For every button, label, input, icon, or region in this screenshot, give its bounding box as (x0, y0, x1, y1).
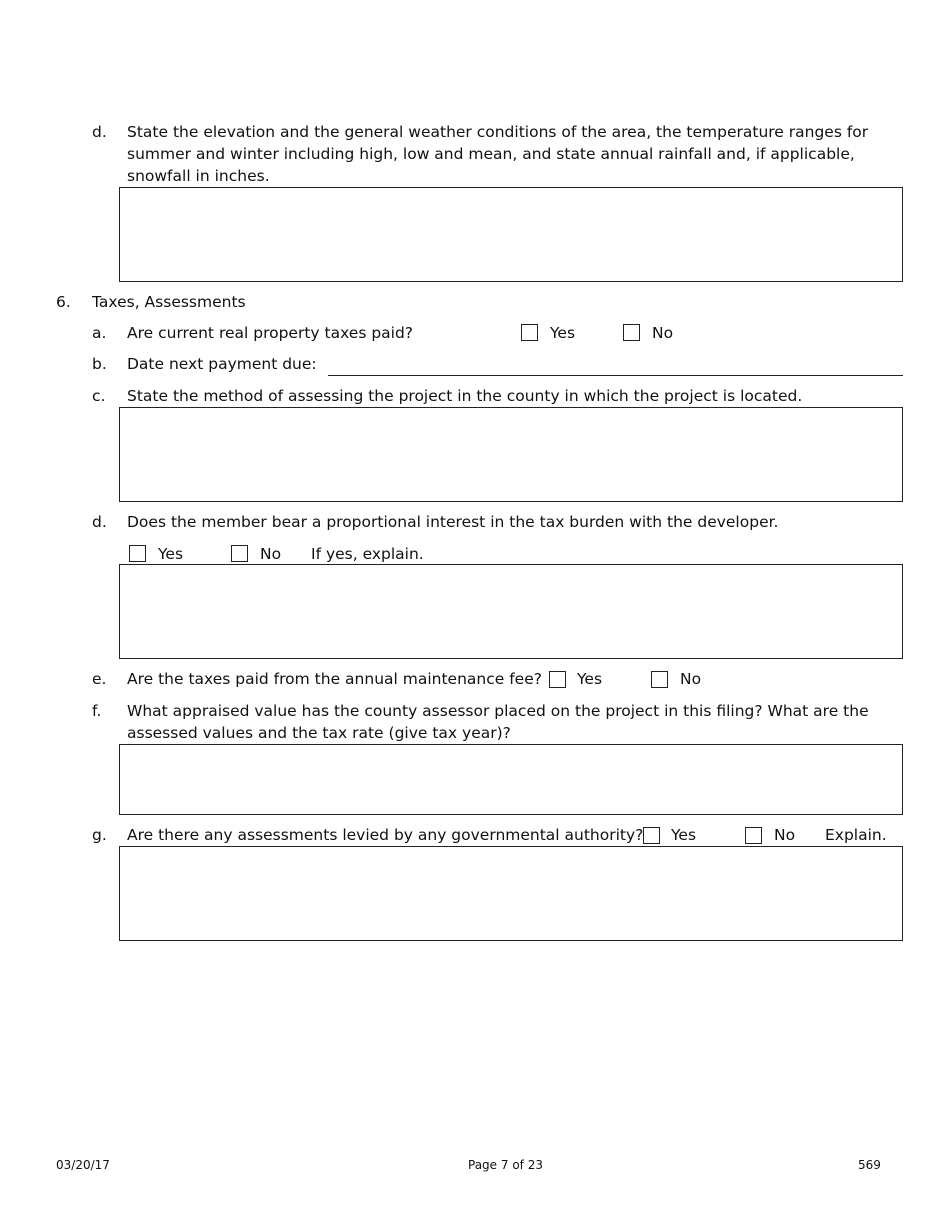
item-6d-yes-checkbox[interactable] (129, 545, 146, 562)
item-6e-yes-label: Yes (577, 670, 603, 688)
item-6c-question: State the method of assessing the project in the county in which the project is located. (127, 387, 803, 405)
item-6g-no-checkbox[interactable] (745, 827, 762, 844)
item-6a-letter: a. (92, 324, 107, 342)
item-6a-question: Are current real property taxes paid? (127, 324, 414, 342)
item-6a-yes-checkbox[interactable] (521, 324, 538, 341)
answer-box-6g[interactable] (119, 846, 903, 941)
answer-box-6d[interactable] (119, 564, 903, 659)
item-5d-question: State the elevation and the general weather conditions of the area, the temperature ranges for summer and winter including high, low and mean, and state annual rainfall and, if applicable, snowfall in inches. (127, 123, 869, 185)
item-6g-yes-checkbox[interactable] (643, 827, 660, 844)
section-6-number: 6. (56, 293, 71, 311)
item-6d-question: Does the member bear a proportional interest in the tax burden with the developer. (127, 513, 779, 531)
item-6f-letter: f. (92, 702, 102, 720)
answer-box-6f[interactable] (119, 744, 903, 815)
item-6a-yes-label: Yes (550, 324, 576, 342)
item-6g-no-label: No (774, 826, 796, 844)
item-6f-question: What appraised value has the county assessor placed on the project in this filing? What are the assessed values and the tax rate (give tax year)? (127, 702, 869, 742)
item-6e-no-label: No (680, 670, 702, 688)
item-6d-explain-label: If yes, explain. (311, 545, 424, 563)
item-6b-question: Date next payment due: (127, 355, 317, 373)
item-6d-no-checkbox[interactable] (231, 545, 248, 562)
item-6e-question: Are the taxes paid from the annual maintenance fee? (127, 670, 542, 688)
item-6g-question: Are there any assessments levied by any governmental authority? (127, 826, 644, 844)
section-6-title: Taxes, Assessments (92, 293, 246, 311)
item-6g-letter: g. (92, 826, 107, 844)
answer-box-6c[interactable] (119, 407, 903, 502)
footer-date: 03/20/17 (56, 1158, 110, 1172)
footer-form-number: 569 (858, 1158, 881, 1172)
item-6e-yes-checkbox[interactable] (549, 671, 566, 688)
item-6c-letter: c. (92, 387, 106, 405)
item-6b-letter: b. (92, 355, 107, 373)
next-payment-date-field[interactable] (328, 375, 903, 376)
footer-page-number: Page 7 of 23 (468, 1158, 543, 1172)
answer-box-5d[interactable] (119, 187, 903, 282)
item-6e-letter: e. (92, 670, 107, 688)
item-6g-yes-label: Yes (671, 826, 697, 844)
item-6g-explain-label: Explain. (825, 826, 887, 844)
item-6a-no-checkbox[interactable] (623, 324, 640, 341)
item-6d-yes-label: Yes (158, 545, 184, 563)
item-5d-letter: d. (92, 123, 107, 141)
item-6d-letter: d. (92, 513, 107, 531)
item-6d-no-label: No (260, 545, 282, 563)
item-6e-no-checkbox[interactable] (651, 671, 668, 688)
item-6a-no-label: No (652, 324, 674, 342)
